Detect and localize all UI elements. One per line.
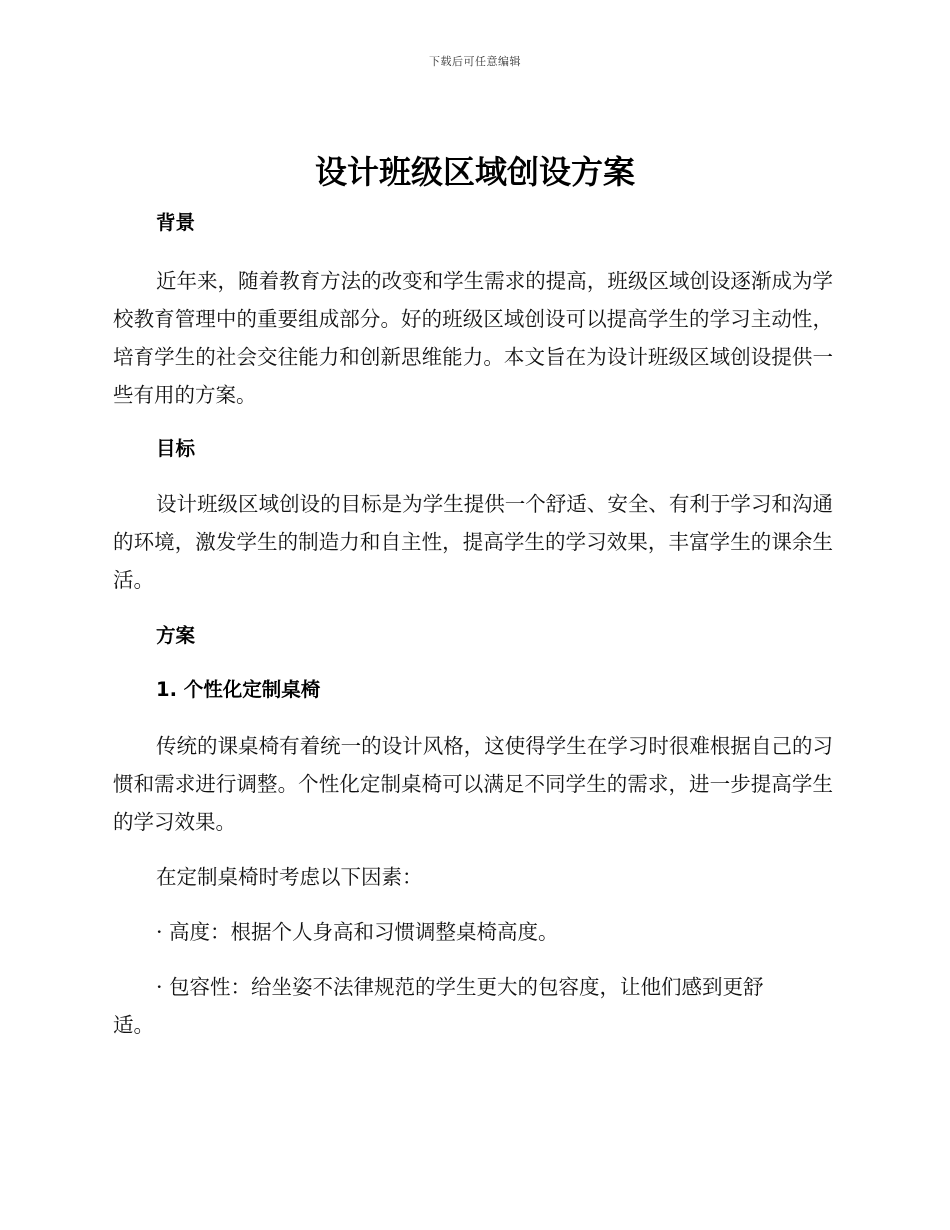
document-body <box>113 200 833 1044</box>
bullet-height: · 高度：根据个人身高和习惯调整桌椅高度。 <box>156 920 559 944</box>
goal-paragraph: 设计班级区域创设的目标是为学生提供一个舒适、安全、有利于学习和沟通的环境，激发学生的制造力和自主性，提高学生的学习效果，丰富学生的课余生活。 <box>113 492 833 592</box>
section-heading-background: 背景 <box>156 211 196 234</box>
page-header-note: 下载后可任意编辑 <box>429 55 521 68</box>
background-paragraph: 近年来，随着教育方法的改变和学生需求的提高，班级区域创设逐渐成为学校教育管理中的重要组成部分。好的班级区域创设可以提高学生的学习主动性，培育学生的社会交往能力和创新思维能力。本文旨在为设计班级区域创设提供一些有用的方案。 <box>113 269 833 407</box>
plan-item-1-intro: 在定制桌椅时考虑以下因素： <box>156 865 423 889</box>
section-heading-plan: 方案 <box>156 624 196 647</box>
plan-item-1-paragraph: 传统的课桌椅有着统一的设计风格，这使得学生在学习时很难根据自己的习惯和需求进行调整。个性化定制桌椅可以满足不同学生的需求，进一步提高学生的学习效果。 <box>113 734 833 834</box>
document-title: 设计班级区域创设方案 <box>314 153 635 191</box>
section-heading-goal: 目标 <box>156 437 196 460</box>
bullet-inclusivity: · 包容性：给坐姿不法律规范的学生更大的包容度，让他们感到更舒适。 <box>113 975 764 1037</box>
plan-item-1-heading: 1. 个性化定制桌椅 <box>156 678 321 701</box>
